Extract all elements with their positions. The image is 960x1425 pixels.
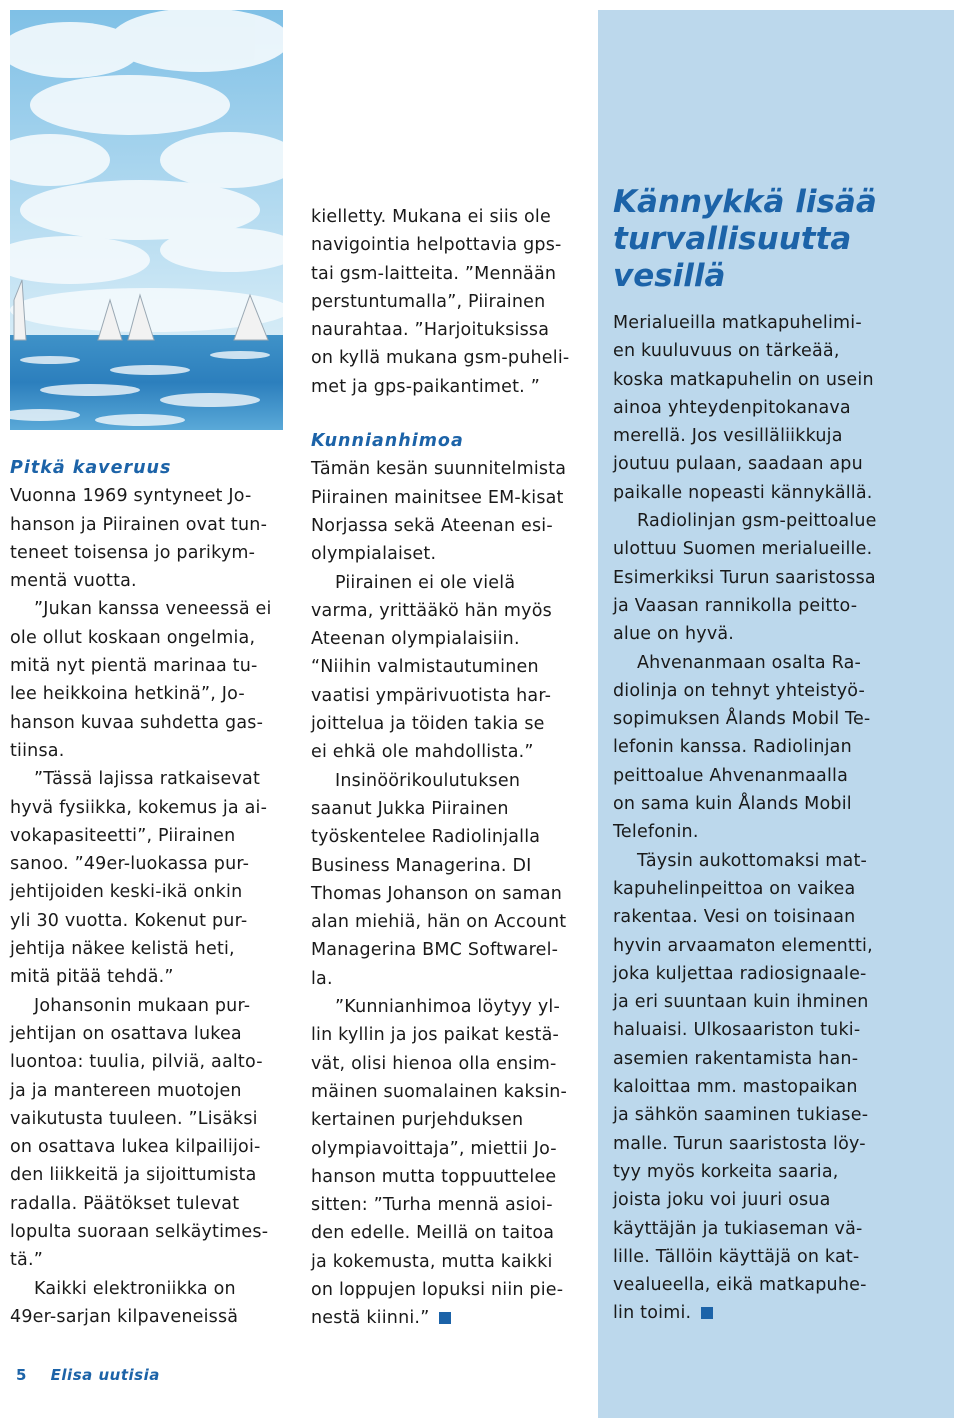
text-line: lin kyllin ja jos paikat kestä- xyxy=(311,1025,560,1046)
text-line: sopimuksen Ålands Mobil Te- xyxy=(613,709,871,730)
text-line: mitä nyt pientä marinaa tu- xyxy=(10,656,258,677)
text-line: paikalle nopeasti kännykällä. xyxy=(613,482,873,503)
text-line: ja ja mantereen muotojen xyxy=(10,1080,242,1101)
text-line-end xyxy=(311,1304,581,1332)
page-number: 5 xyxy=(16,1366,27,1384)
text-line: en kuuluvuus on tärkeää, xyxy=(613,341,840,362)
text-line: kielletty. Mukana ei siis ole xyxy=(311,207,551,227)
publication-name: Elisa uutisia xyxy=(50,1366,160,1384)
text-line: Thomas Johanson on saman xyxy=(311,883,563,904)
text-line: hyvä fysiikka, kokemus ja ai- xyxy=(10,797,268,818)
column-1-body xyxy=(10,482,285,1331)
text-line: Business Managerina. DI xyxy=(311,855,532,876)
text-line: kaloittaa mm. mastopaikan xyxy=(613,1077,858,1098)
text-line: rakentaa. Vesi on toisinaan xyxy=(613,907,856,928)
text-line: vokapasiteetti”, Piirainen xyxy=(10,825,236,846)
text-line: Tämän kesän suunnitelmista xyxy=(311,459,567,480)
sidebar-title-line: Kännykkä lisää xyxy=(613,184,877,220)
text-line: tä.” xyxy=(10,1250,44,1271)
text-line: met ja gps-paikantimet. ” xyxy=(311,376,540,397)
text-line: peittoalue Ahvenanmaalla xyxy=(613,765,849,786)
column-2-body xyxy=(311,455,581,1332)
text-line: Kaikki elektroniikka on xyxy=(34,1278,236,1299)
text-line: Ateenan olympialaisiin. xyxy=(311,629,520,650)
text-line: hanson mutta toppuuttelee xyxy=(311,1166,557,1187)
text-line: nestä kiinni.” xyxy=(311,1308,430,1329)
sidebar-body xyxy=(613,309,943,1328)
text-line: haluaisi. Ulkosaariston tuki- xyxy=(613,1020,861,1041)
text-line: la. xyxy=(311,968,333,989)
text-line: Norjassa sekä Ateenan esi- xyxy=(311,515,553,536)
sidebar-title xyxy=(613,184,943,295)
text-line: ja kokemusta, mutta kaikki xyxy=(311,1251,553,1272)
text-line: merellä. Jos vesilläliikkuja xyxy=(613,426,843,447)
text-line: koska matkapuhelin on usein xyxy=(613,369,874,390)
text-line: lin toimi. xyxy=(613,1303,692,1324)
text-line: ulottuu Suomen merialueille. xyxy=(613,539,873,560)
text-line: naurahtaa. ”Harjoituksissa xyxy=(311,320,550,341)
text-line: lefonin kanssa. Radiolinjan xyxy=(613,737,852,758)
text-line: ainoa yhteydenpitokanava xyxy=(613,397,851,418)
text-line: Vuonna 1969 syntyneet Jo- xyxy=(10,486,252,507)
text-line: Täysin aukottomaksi mat- xyxy=(637,850,868,871)
text-line: ja Vaasan rannikolla peitto- xyxy=(613,595,858,616)
text-line: alue on hyvä. xyxy=(613,624,735,645)
sailboats-photo xyxy=(10,10,283,430)
text-line: sitten: ”Turha mennä asioi- xyxy=(311,1195,553,1216)
text-line: mentä vuotta. xyxy=(10,571,137,592)
text-line: ei ehkä ole mahdollista.” xyxy=(311,742,534,763)
end-square-icon xyxy=(439,1312,451,1324)
end-square-icon xyxy=(701,1307,713,1319)
text-line: Ahvenanmaan osalta Ra- xyxy=(637,652,862,673)
text-line: joka kuljettaa radiosignaale- xyxy=(613,963,867,984)
text-line: Piirainen ei ole vielä xyxy=(335,572,516,593)
sailboats-at-sea-image xyxy=(10,10,283,430)
column-2-body-top xyxy=(311,203,581,401)
text-line: navigointia helpottavia gps- xyxy=(311,235,562,256)
text-line: joista joku voi juuri osua xyxy=(613,1190,831,1211)
text-line: mäinen suomalainen kaksin- xyxy=(311,1081,568,1102)
text-line: diolinja on tehnyt yhteistyö- xyxy=(613,680,866,701)
text-line: lopulta suoraan selkäytimes- xyxy=(10,1222,269,1243)
text-line: Piirainen mainitsee EM-kisat xyxy=(311,487,564,508)
text-line: olympiavoittaja”, miettii Jo- xyxy=(311,1138,557,1159)
text-line: on osattava lukea kilpailijoi- xyxy=(10,1137,261,1158)
subheading-pitka-kaveruus: Pitkä kaveruus xyxy=(10,458,172,478)
text-line: luontoa: tuulia, pilviä, aalto- xyxy=(10,1052,263,1073)
text-line: tai gsm-laitteita. ”Mennään xyxy=(311,263,557,284)
text-line: varma, yrittääkö hän myös xyxy=(311,600,552,621)
text-line-end xyxy=(613,1299,943,1327)
text-line: mitä pitää tehdä.” xyxy=(10,967,174,988)
text-line: jehtija näkee kelistä heti, xyxy=(10,939,235,960)
text-line: vaikutusta tuuleen. ”Lisäksi xyxy=(10,1108,258,1129)
column-1 xyxy=(10,454,285,1331)
text-line: asemien rakentamista han- xyxy=(613,1048,859,1069)
text-line: vaatisi ympärivuotista har- xyxy=(311,685,552,706)
text-line: Telefonin. xyxy=(613,822,699,843)
text-line: ”Tässä lajissa ratkaisevat xyxy=(34,769,261,790)
sidebar-title-line: turvallisuutta xyxy=(613,221,852,257)
text-line: Merialueilla matkapuhelimi- xyxy=(613,313,862,333)
text-line: den edelle. Meillä on taitoa xyxy=(311,1223,555,1244)
text-line: olympialaiset. xyxy=(311,544,437,565)
text-line: yli 30 vuotta. Kokenut pur- xyxy=(10,910,248,931)
text-line: hyvin arvaamaton elementti, xyxy=(613,935,873,956)
text-line: jehtijoiden keski-ikä onkin xyxy=(10,882,243,903)
text-line: lee heikkoina hetkinä”, Jo- xyxy=(10,684,245,705)
text-line: 49er-sarjan kilpaveneissä xyxy=(10,1306,239,1327)
sidebar-title-line: vesillä xyxy=(613,258,726,294)
text-line: Radiolinjan gsm-peittoalue xyxy=(637,511,877,532)
text-line: vealueella, eikä matkapuhe- xyxy=(613,1275,867,1296)
text-line: teneet toisensa jo parikym- xyxy=(10,542,256,563)
text-line: hanson kuvaa suhdetta gas- xyxy=(10,712,264,733)
text-line: hanson ja Piirainen ovat tun- xyxy=(10,514,268,535)
text-line: ”Jukan kanssa veneessä ei xyxy=(34,599,272,620)
text-line: on loppujen lopuksi niin pie- xyxy=(311,1279,564,1300)
text-line: lille. Tällöin käyttäjä on kat- xyxy=(613,1246,860,1267)
text-line: Managerina BMC Softwarel- xyxy=(311,940,559,961)
text-line: perstuntumalla”, Piirainen xyxy=(311,291,546,312)
text-line: ja eri suuntaan kuin ihminen xyxy=(613,992,869,1013)
text-line: den liikkeitä ja sijoittumista xyxy=(10,1165,257,1186)
text-line: kertainen purjehduksen xyxy=(311,1110,524,1131)
text-line: joittelua ja töiden takia se xyxy=(311,714,545,735)
text-line: kapuhelinpeittoa on vaikea xyxy=(613,878,856,899)
text-line: tiinsa. xyxy=(10,740,65,761)
text-line: alan miehiä, hän on Account xyxy=(311,912,567,933)
text-line: käyttäjän ja tukiaseman vä- xyxy=(613,1218,863,1239)
text-line: Johansonin mukaan pur- xyxy=(34,995,251,1016)
column-2 xyxy=(311,203,581,1333)
text-line: ja sähkön saaminen tukiase- xyxy=(613,1105,869,1126)
text-line: työskentelee Radiolinjalla xyxy=(311,827,541,848)
text-line: joutuu pulaan, saadaan apu xyxy=(613,454,863,475)
text-line: ole ollut koskaan ongelmia, xyxy=(10,627,256,648)
sidebar-column xyxy=(613,309,943,1328)
text-line: Esimerkiksi Turun saaristossa xyxy=(613,567,876,588)
text-line: ”Kunnianhimoa löytyy yl- xyxy=(335,997,561,1018)
page-footer xyxy=(16,1366,160,1384)
text-line: malle. Turun saaristosta löy- xyxy=(613,1133,866,1154)
text-line: “Niihin valmistautuminen xyxy=(311,657,539,678)
text-line: on kyllä mukana gsm-puheli- xyxy=(311,348,570,369)
text-line: Insinöörikoulutuksen xyxy=(335,770,521,791)
text-line: radalla. Päätökset tulevat xyxy=(10,1193,240,1214)
text-line: vät, olisi hienoa olla ensim- xyxy=(311,1053,557,1074)
text-line: sanoo. ”49er-luokassa pur- xyxy=(10,854,250,875)
text-line: tyy myös korkeita saaria, xyxy=(613,1161,839,1182)
text-line: on sama kuin Ålands Mobil xyxy=(613,794,852,815)
text-line: saanut Jukka Piirainen xyxy=(311,798,509,819)
subheading-kunnianhimoa: Kunnianhimoa xyxy=(311,431,464,452)
text-line: jehtijan on osattava lukea xyxy=(10,1023,242,1044)
